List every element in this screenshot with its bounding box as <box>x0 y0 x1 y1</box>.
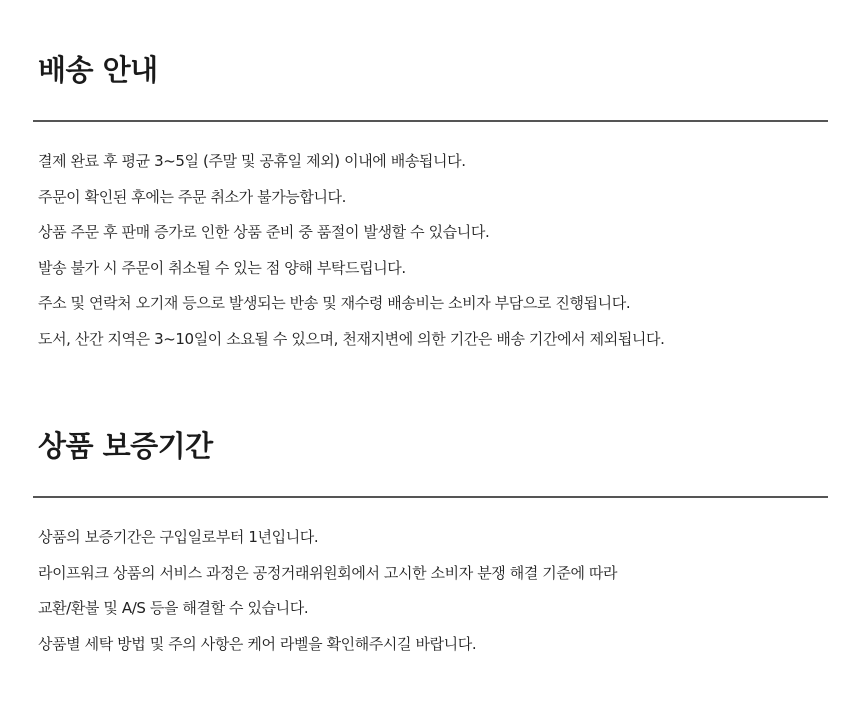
warranty-info-item: 상품의 보증기간은 구입일로부터 1년입니다. <box>38 528 319 546</box>
warranty-info-item: 상품별 세탁 방법 및 주의 사항은 케어 라벨을 확인해주시길 바랍니다. <box>38 634 477 653</box>
shipping-info-item: 주문이 확인된 후에는 주문 취소가 불가능합니다. <box>38 187 347 206</box>
shipping-divider <box>33 120 828 122</box>
warranty-section <box>33 418 828 662</box>
shipping-info-item: 발송 불가 시 주문이 취소될 수 있는 점 양해 부탁드립니다. <box>38 258 406 277</box>
warranty-info-item: 라이프워크 상품의 서비스 과정은 공정거래위원회에서 고시한 소비자 분쟁 해결 기준에 따라 <box>38 563 618 582</box>
warranty-title: 상품 보증기간 <box>38 429 213 463</box>
shipping-info-item: 결제 완료 후 평균 3~5일 (주말 및 공휴일 제외) 이내에 배송됩니다. <box>38 152 466 170</box>
warranty-info-item: 교환/환불 및 A/S 등을 해결할 수 있습니다. <box>38 599 309 617</box>
shipping-section <box>33 42 828 357</box>
warranty-info-list <box>33 520 828 662</box>
shipping-info-item: 주소 및 연락처 오기재 등으로 발생되는 반송 및 재수령 배송비는 소비자 부담으로 진행됩니다. <box>38 294 631 312</box>
shipping-info-item: 상품 주문 후 판매 증가로 인한 상품 준비 중 품절이 발생할 수 있습니다. <box>38 223 490 241</box>
shipping-info-item: 도서, 산간 지역은 3~10일이 소요될 수 있으며, 천재지변에 의한 기간은 배송 기간에서 제외됩니다. <box>38 329 665 348</box>
warranty-divider <box>33 496 828 498</box>
shipping-info-list <box>33 144 828 357</box>
shipping-title: 배송 안내 <box>38 53 158 87</box>
